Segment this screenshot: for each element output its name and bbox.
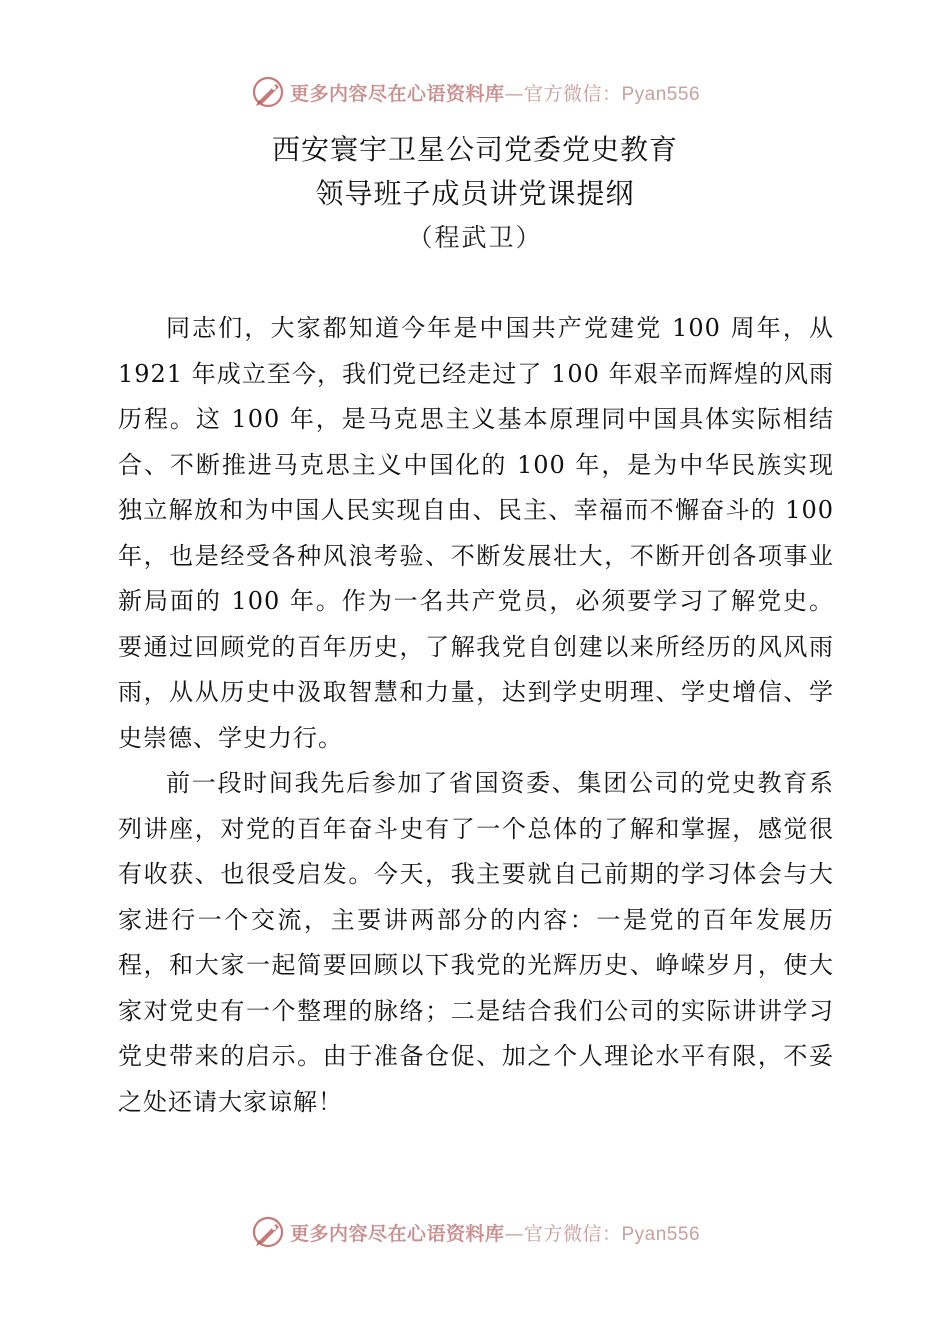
banner-dash: — — [504, 1222, 524, 1245]
document-title-line2: 领导班子成员讲党课提纲 — [315, 177, 635, 210]
body-paragraph-1: 同志们，大家都知道今年是中国共产党建党 100 周年，从 1921 年成立至今，我们党已经走过了 100 年艰辛而辉煌的风雨历程。这 100 年，是马克思主义基本原理同中国具体实际相结合、不断推进马克思主义中国化的 100 年，是为中华民族实现独立解放和为中国人民实现自由、民主、幸福而不懈奋斗的 100 年，也是经受各种风浪考验、不断发展壮大，不断开创各项事业新局面的 100 年。作为一名共产党员，必须要学习了解党史。要通过回顾党的百年历史，了解我党自创建以来所经历的风风雨雨，从从历史中汲取智慧和力量，达到学史明理、学史增信、学史崇德、学史力行。 — [118, 314, 834, 752]
banner-bold-text: 更多内容尽在心语资料库 — [289, 1222, 505, 1245]
header-watermark-banner — [0, 72, 950, 112]
document-author: （程武卫） — [407, 223, 543, 252]
banner-label: 官方微信： — [523, 82, 622, 105]
document-title-line1: 西安寰宇卫星公司党委党史教育 — [271, 133, 678, 166]
body-paragraph-2: 前一段时间我先后参加了省国资委、集团公司的党史教育系列讲座，对党的百年奋斗史有了一个总体的了解和掌握，感觉很有收获、也很受启发。今天，我主要就自己前期的学习体会与大家进行一个交流，主要讲两部分的内容：一是党的百年发展历程，和大家一起简要回顾以下我党的光辉历史、峥嵘岁月，使大家对党史有一个整理的脉络；二是结合我们公司的实际讲讲学习党史带来的启示。由于准备仓促、加之个人理论水平有限，不妥之处还请大家谅解！ — [118, 769, 834, 1116]
banner-wechat-id: Pyan556 — [621, 1223, 701, 1245]
pen-circle-logo-icon — [250, 74, 286, 110]
document-body — [118, 306, 834, 1125]
banner-dash: — — [504, 82, 524, 105]
footer-watermark-banner — [0, 1212, 950, 1252]
banner-bold-text: 更多内容尽在心语资料库 — [289, 82, 505, 105]
banner-text — [290, 79, 700, 106]
banner-text — [290, 1219, 700, 1246]
pen-circle-logo-icon — [250, 1214, 286, 1250]
banner-label: 官方微信： — [523, 1222, 622, 1245]
banner-wechat-id: Pyan556 — [621, 83, 701, 105]
